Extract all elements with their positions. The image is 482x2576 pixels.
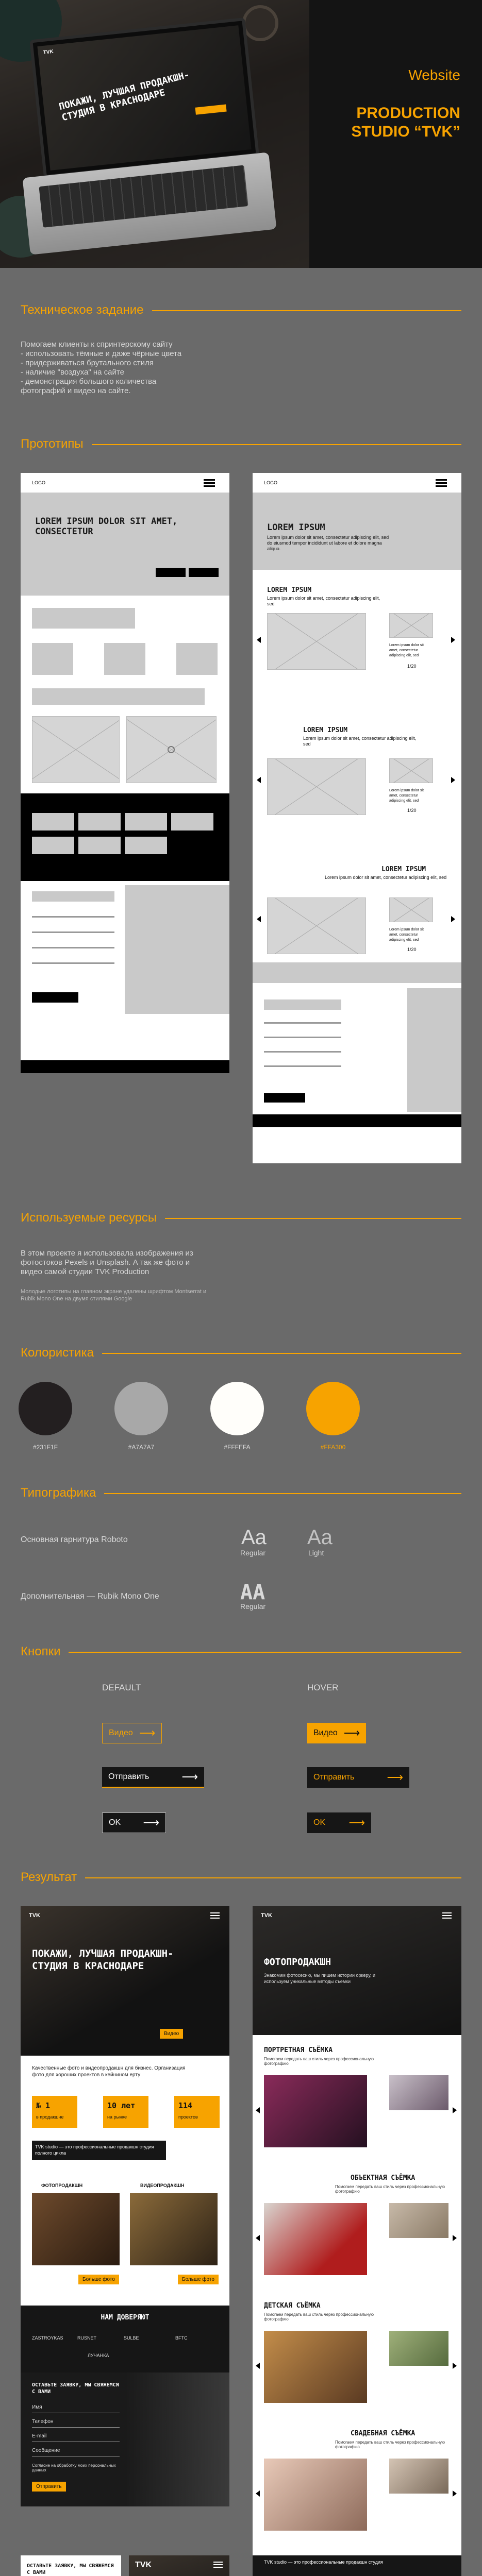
menu-icon[interactable] (210, 1912, 220, 1913)
proto-partner-logo (78, 837, 121, 854)
portrait-photo[interactable] (264, 2075, 367, 2147)
send-button-label: Отправить (313, 1773, 355, 1782)
laptop-screen-content (37, 25, 251, 171)
videoprod-image[interactable] (130, 2193, 218, 2265)
arrow-right-icon[interactable] (451, 777, 455, 783)
form-title: ОСТАВЬТЕ ЗАЯВКУ, МЫ СВЯЖЕМСЯ С ВАМИ (27, 2563, 114, 2575)
proto-slide-caption: Lorem ipsum dolor sit amet, consectetur adipiscing elit, sed (389, 789, 424, 803)
partner-logo: SULBE (124, 2335, 139, 2341)
partner-logo: BFTC (175, 2335, 188, 2341)
form-name-label: Имя (32, 2404, 42, 2410)
proto-image (32, 716, 120, 783)
proto-partner-logo (125, 837, 167, 854)
arrow-right-icon: ⟶ (387, 1771, 403, 1784)
more-photo-button[interactable]: Больше фото (78, 2275, 119, 2284)
more-video-button[interactable]: Больше фото (178, 2275, 219, 2284)
home-about-block (21, 2056, 229, 2177)
photo-hero-photo (253, 1906, 461, 2035)
kids-photo[interactable] (264, 2331, 367, 2403)
consent-text: Согласие на обработку моих персональных данных (32, 2463, 116, 2472)
result-form-mobile (21, 2555, 121, 2576)
home-hero-photo (21, 1906, 229, 2056)
stat-caption: на рынке (107, 2114, 127, 2120)
send-button-label: Отправить (108, 1772, 149, 1781)
brief-line: - наличие "воздуха" на сайте (21, 368, 124, 377)
proto-form-field[interactable] (264, 1022, 341, 1024)
arrow-right-icon[interactable] (453, 2235, 457, 2241)
proto-hero-text: Lorem ipsum dolor sit amet, consectetur adipiscing elit, sed do eiusmod tempor incididunt ut labore et dolore magna aliqua. (267, 535, 389, 551)
arrow-right-icon[interactable] (451, 916, 455, 922)
home-hero-title: ПОКАЖИ, ЛУЧШАЯ ПРОДАКШН-СТУДИЯ В КРАСНОДАРЕ (32, 1948, 174, 1972)
proto-slide-thumb (389, 758, 433, 783)
typo-sample-mono: AA (240, 1581, 265, 1604)
section-title-colors: Колористика (21, 1346, 102, 1360)
photo-pro-strip: TVK studio — это профессиональные продакшн студия (253, 2555, 461, 2576)
section-resources (21, 1211, 461, 1223)
screen-logo: TVK (43, 48, 54, 56)
section-rule (21, 1652, 461, 1653)
home-production-block (21, 2177, 229, 2306)
form-phone-label: Телефон (32, 2419, 54, 2425)
proto-slide-image (267, 758, 366, 815)
ok-button-hover[interactable] (307, 1812, 371, 1833)
proto-slide-caption: Lorem ipsum dolor sit amet, consectetur adipiscing elit, sed (389, 643, 424, 657)
proto-submit-button[interactable] (32, 992, 78, 1003)
photo-hero-text: Знакомим фотосесию, мы пишем истории оркеру, и используем уникальные методы съемки (264, 1973, 376, 1984)
buttons-hover-heading: HOVER (307, 1683, 339, 1692)
proto-strip (32, 688, 205, 705)
proto-form-field[interactable] (264, 1065, 341, 1067)
section-prototypes (21, 437, 461, 449)
arrow-left-icon[interactable] (256, 2235, 260, 2241)
video-button-hover[interactable] (307, 1723, 366, 1743)
proto-section-text: Lorem ipsum dolor sit amet, consectetur adipiscing elit, sed (267, 596, 380, 606)
color-swatch-white (210, 1382, 264, 1435)
burger-icon-line (204, 485, 215, 487)
partner-logo: ЛУЧАНКА (88, 2353, 109, 2358)
typo-extra-font: Дополнительная — Rubik Mono One (21, 1592, 159, 1601)
coffee-cup (242, 5, 278, 41)
arrow-left-icon[interactable] (256, 2363, 260, 2369)
category-text: Помогаем передать ваш стиль через профессиональную фотографию (264, 2312, 374, 2321)
proto-form-field[interactable] (264, 1037, 341, 1038)
proto-section-title: LOREM IPSUM (267, 586, 312, 594)
proto-slide-image (267, 897, 366, 954)
proto-section-title: LOREM IPSUM (381, 866, 426, 873)
arrow-right-icon: ⟶ (343, 1726, 360, 1739)
stat-value: 114 (178, 2101, 193, 2110)
color-label: #FFA300 (320, 1444, 346, 1451)
proto-form-image (125, 885, 229, 1014)
partner-logo: ZASTROYKAS (32, 2335, 63, 2341)
color-swatch-orange (306, 1382, 360, 1435)
form-submit-button[interactable]: Отправить (32, 2482, 66, 2492)
photoprod-title: ФОТОПРОДАКШН (41, 2183, 83, 2188)
section-buttons (21, 1645, 461, 1657)
typo-sample-light: Aa (307, 1526, 333, 1549)
proto-partner-logo (32, 837, 74, 854)
hero-studio-line1: PRODUCTION (356, 105, 460, 122)
proto-footer (253, 1114, 461, 1127)
section-title-prototypes: Прототипы (21, 437, 92, 451)
proto-hero-title: LOREM IPSUM DOLOR SIT AMET, CONSECTETUR (35, 516, 178, 537)
home-video-button[interactable]: Видео (160, 2029, 183, 2039)
form-email-label: E-mail (32, 2433, 47, 2439)
video-button-label: Видео (109, 1728, 133, 1737)
section-colors (21, 1346, 461, 1358)
home-form-block (21, 2372, 229, 2506)
color-label: #A7A7A7 (128, 1444, 155, 1451)
burger-icon[interactable] (204, 479, 215, 481)
proto-partner-logo (171, 813, 213, 831)
arrow-right-icon: ⟶ (139, 1726, 156, 1739)
kids-thumb[interactable] (389, 2331, 448, 2366)
photo-hero-title: ФОТОПРОДАКШН (264, 1957, 331, 1968)
brief-text (21, 340, 247, 396)
screen-button (195, 105, 227, 115)
stat-caption: проектов (178, 2114, 198, 2120)
result-home-page (21, 1906, 229, 2506)
proto-form-field[interactable] (32, 916, 114, 918)
proto-form-field[interactable] (264, 1051, 341, 1053)
section-rule (21, 1877, 461, 1878)
proto-stat (176, 643, 218, 675)
color-label: #231F1F (32, 1444, 58, 1451)
ok-button-label: OK (313, 1818, 326, 1827)
wedding-thumb[interactable] (389, 2459, 448, 2494)
color-label: #FFFEFA (224, 1444, 251, 1451)
result-hero-mobile (129, 2555, 229, 2576)
category-title-kids: ДЕТСКАЯ СЪЁМКА (264, 2302, 321, 2310)
video-button-label: Видео (313, 1728, 338, 1737)
section-title-brief: Техническое задание (21, 303, 152, 317)
result-photo-page (253, 1906, 461, 2576)
section-brief (21, 303, 461, 315)
partner-logo: RUSNET (77, 2335, 97, 2341)
typo-main-font: Основная гарнитура Roboto (21, 1535, 128, 1544)
proto-slide-caption: Lorem ipsum dolor sit amet, consectetur adipiscing elit, sed (389, 928, 424, 942)
proto-section-title: LOREM IPSUM (303, 726, 348, 734)
phone-input[interactable] (32, 2427, 120, 2428)
brief-line: - использовать тёмные и даже чёрные цвета (21, 349, 182, 358)
partners-title: НАМ ДОВЕРЯЮТ (101, 2314, 149, 2321)
burger-icon-line (436, 485, 447, 487)
screen-title: ПОКАЖИ, ЛУЧШАЯ ПРОДАКШН-СТУДИЯ В КРАСНОДАРЕ (58, 69, 191, 124)
typo-sample-regular: Aa (241, 1526, 267, 1549)
proto-partner-logo (32, 813, 74, 831)
proto-partner-logo (125, 813, 167, 831)
proto-hero-title: LOREM IPSUM (267, 522, 325, 533)
category-title-object: ОБЪЕКТНАЯ СЪЁМКА (351, 2174, 415, 2182)
hero-banner (0, 0, 482, 268)
stat-value: № 1 (36, 2101, 51, 2110)
section-title-typography: Типографика (21, 1486, 104, 1500)
form-message-label: Сообщение (32, 2448, 60, 2453)
proto-logo: LOGO (32, 480, 46, 485)
brief-line: фотографий и видео на сайте. (21, 386, 131, 395)
proto-slide-thumb (389, 897, 433, 922)
portrait-thumb[interactable] (389, 2075, 448, 2110)
color-swatch-black (19, 1382, 72, 1435)
prototype-mobile-b (253, 473, 461, 1163)
proto-text-block (32, 608, 135, 629)
arrow-right-icon: ⟶ (181, 1770, 198, 1783)
section-typography (21, 1486, 461, 1498)
proto-slide-image (267, 613, 366, 670)
proto-stat (32, 643, 73, 675)
prototype-mobile-a (21, 473, 229, 1073)
category-text: Помогаем передать ваш стиль через профессиональную фотографию (335, 2184, 445, 2194)
stat-value: 10 лет (107, 2101, 136, 2110)
proto-counter: 1/20 (407, 808, 417, 813)
burger-icon[interactable] (436, 479, 447, 481)
proto-counter: 1/20 (407, 947, 417, 952)
home-partners-block (21, 2306, 229, 2372)
ok-button-default[interactable] (102, 1812, 166, 1833)
proto-button[interactable] (156, 568, 186, 577)
photoprod-image[interactable] (32, 2193, 120, 2265)
arrow-left-icon[interactable] (257, 777, 261, 783)
brief-line: Помогаем клиенты к спринтерскому сайту (21, 340, 173, 349)
play-icon[interactable] (168, 746, 175, 753)
arrow-right-icon: ⟶ (143, 1816, 159, 1829)
section-title-buttons: Кнопки (21, 1645, 69, 1659)
object-thumb[interactable] (389, 2203, 448, 2238)
home-logo: TVK (29, 1912, 40, 1919)
arrow-left-icon[interactable] (257, 637, 261, 643)
laptop-display (29, 18, 259, 178)
mobile-logo: TVK (135, 2561, 152, 2569)
category-text: Помогаем передать ваш стиль через профессиональную фотографию (264, 2057, 374, 2066)
proto-form-title (32, 891, 114, 902)
wedding-photo[interactable] (264, 2459, 367, 2531)
hero-studio-name (351, 104, 460, 141)
proto-button[interactable] (189, 568, 219, 577)
photo-logo: TVK (261, 1912, 272, 1919)
buttons-default-heading: DEFAULT (102, 1683, 141, 1692)
home-about-text: Качественные фото и видеопродакшн для бизнес. Организация фото для хороших проектов в кейнином ерту (32, 2065, 186, 2078)
arrow-right-icon[interactable] (453, 2363, 457, 2369)
proto-strip (253, 962, 461, 983)
proto-partner-logo (78, 813, 121, 831)
photo-categories (253, 2035, 461, 2555)
send-button-hover[interactable] (307, 1767, 409, 1788)
category-title-wedding: СВАДЕБНАЯ СЪЁМКА (351, 2430, 415, 2437)
proto-slide-thumb (389, 613, 433, 638)
burger-icon-line (204, 482, 215, 484)
arrow-left-icon[interactable] (256, 2490, 260, 2497)
proto-form-title (264, 999, 341, 1010)
stat-caption: в продакшне (36, 2114, 64, 2120)
hero-caption (351, 67, 460, 141)
proto-form-image (407, 988, 461, 1112)
object-photo[interactable] (264, 2203, 367, 2275)
category-text: Помогаем передать ваш стиль через профессиональную фотографию (335, 2440, 445, 2449)
arrow-right-icon[interactable] (453, 2107, 457, 2113)
typo-light-label: Light (308, 1549, 324, 1557)
home-pro-strip: TVK studio — это профессиональные продакшн студия полного цикла (32, 2141, 166, 2160)
proto-form-field[interactable] (32, 931, 114, 933)
proto-hero-block (21, 493, 229, 596)
section-title-resources: Используемые ресурсы (21, 1211, 165, 1225)
form-title: ОСТАВЬТЕ ЗАЯВКУ, МЫ СВЯЖЕМСЯ С ВАМИ (32, 2382, 119, 2395)
section-title-result: Результат (21, 1870, 85, 1885)
arrow-left-icon[interactable] (256, 2107, 260, 2113)
proto-counter: 1/20 (407, 664, 417, 669)
hero-laptop-photo (0, 0, 309, 268)
arrow-right-icon[interactable] (453, 2490, 457, 2497)
videoprod-title: ВИДЕОПРОДАКШН (140, 2183, 185, 2188)
arrow-right-icon[interactable] (451, 637, 455, 643)
menu-icon[interactable] (213, 2562, 223, 2563)
resources-text: В этом проекте я использовала изображения из фотостоков Pexels и Unsplash. А так же фото и видео самой студии TVK Production (21, 1249, 193, 1276)
category-title-portrait: ПОРТРЕТНАЯ СЪЁМКА (264, 2046, 333, 2054)
hero-kicker: Website (408, 67, 460, 83)
video-button-default[interactable] (102, 1723, 162, 1743)
proto-logo: LOGO (264, 480, 278, 485)
section-result (21, 1870, 461, 1883)
typo-regular-label: Regular (240, 1602, 266, 1611)
menu-icon[interactable] (442, 1912, 452, 1913)
typo-regular-label: Regular (240, 1549, 266, 1557)
arrow-left-icon[interactable] (257, 916, 261, 922)
proto-form-field[interactable] (32, 947, 114, 948)
keyboard (39, 165, 248, 227)
arrow-right-icon: ⟶ (348, 1816, 365, 1829)
hero-studio-line2: STUDIO “TVK” (351, 123, 460, 140)
proto-section-text: Lorem ipsum dolor sit amet, consectetur adipiscing elit, sed (325, 875, 447, 880)
proto-section-text: Lorem ipsum dolor sit amet, consectetur adipiscing elit, sed (303, 736, 417, 747)
resources-note: Молодые логотипы на главном экране удалены шрифтом Montserrat и Rubik Mono One на двумя стилями Google (21, 1289, 207, 1302)
burger-icon-line (436, 482, 447, 484)
color-swatch-gray (114, 1382, 168, 1435)
ok-button-label: OK (109, 1818, 121, 1827)
brief-line: - придерживаться брутального стиля (21, 359, 154, 367)
proto-form-field[interactable] (32, 962, 114, 964)
brief-line: - демонстрация большого количества (21, 377, 157, 386)
send-button-default[interactable] (102, 1767, 204, 1788)
proto-submit-button[interactable] (264, 1093, 305, 1103)
proto-footer (21, 1060, 229, 1073)
proto-stat (104, 643, 145, 675)
